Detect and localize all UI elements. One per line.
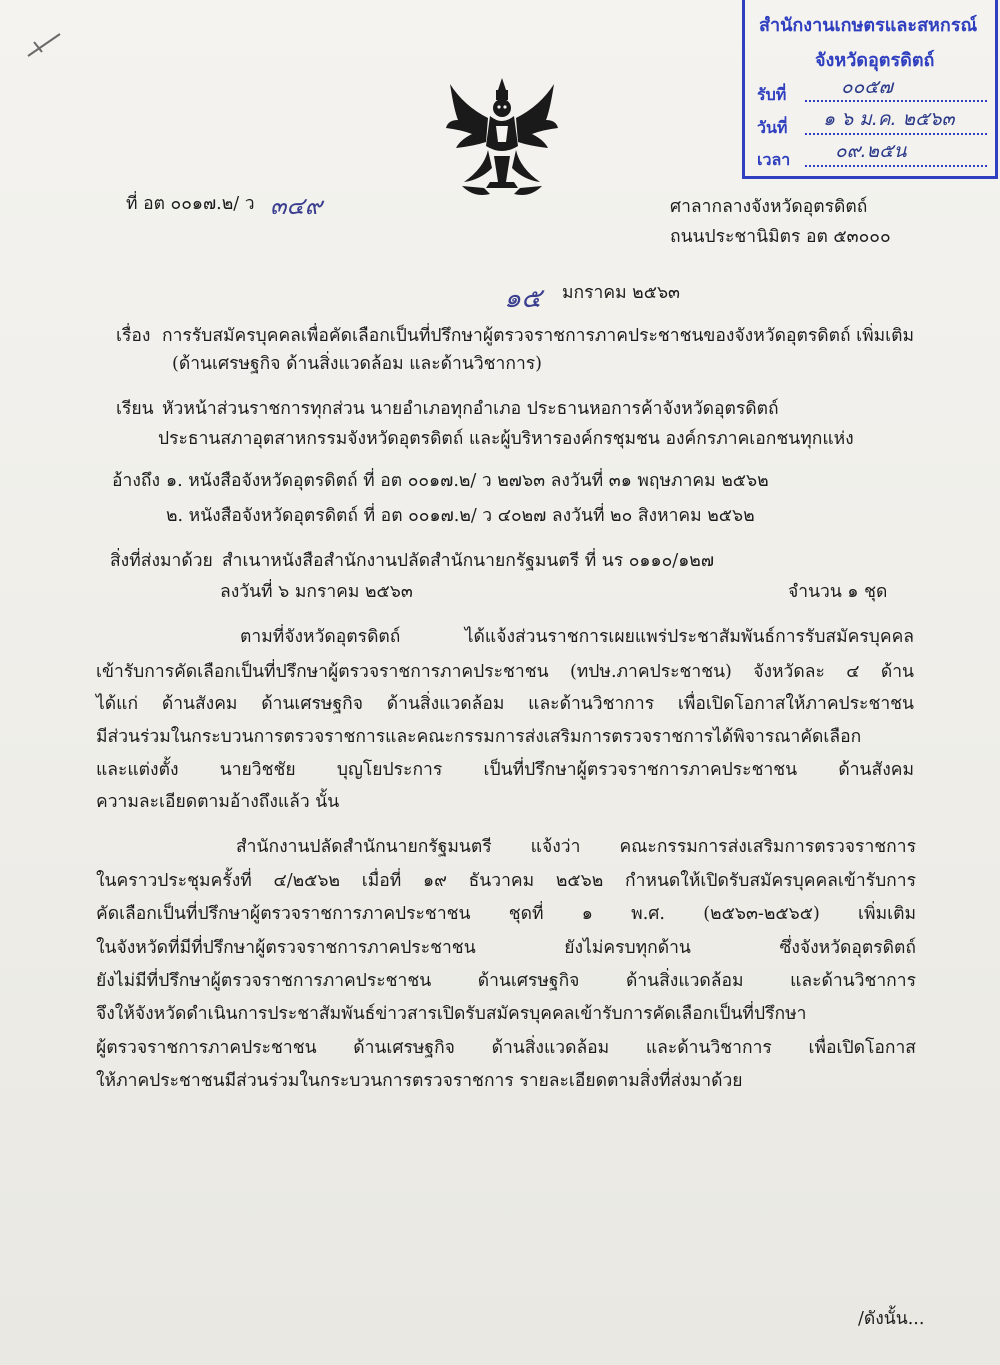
subject-line2: (ด้านเศรษฐกิจ ด้านสิ่งแวดล้อม และด้านวิชาการ) bbox=[172, 354, 542, 374]
stamp-time-label: เวลา bbox=[757, 150, 791, 169]
stamp-received-value: ๐๐๕๗ bbox=[841, 76, 893, 98]
paragraph-1-line: มีส่วนร่วมในกระบวนการตรวจราชการและคณะกรรมการส่งเสริมการตรวจราชการได้พิจารณาคัดเลือก bbox=[96, 727, 862, 747]
subject-label: เรื่อง bbox=[116, 326, 151, 346]
paragraph-1-line: ตามที่จังหวัดอุตรดิตถ์ ได้แจ้งส่วนราชการเผยแพร่ประชาสัมพันธ์การรับสมัครบุคคล bbox=[240, 627, 914, 647]
reference-item-1: ๑. หนังสือจังหวัดอุตรดิตถ์ ที่ อต ๐๐๑๗.๒/ ว ๒๗๖๓ ลงวันที่ ๓๑ พฤษภาคม ๒๕๖๒ bbox=[166, 471, 769, 491]
reference-item-2: ๒. หนังสือจังหวัดอุตรดิตถ์ ที่ อต ๐๐๑๗.๒/ ว ๔๐๒๗ ลงวันที่ ๒๐ สิงหาคม ๒๕๖๒ bbox=[166, 506, 755, 526]
date-day-handwritten: ๑๕ bbox=[504, 283, 542, 314]
paragraph-2-line: จึงให้จังหวัดดำเนินการประชาสัมพันธ์ข่าวสารเปิดรับสมัครบุคคลเข้ารับการคัดเลือกเป็นที่ปรึกษา bbox=[96, 1004, 807, 1024]
paragraph-2-line: ยังไม่มีที่ปรึกษาผู้ตรวจราชการภาคประชาชน ด้านเศรษฐกิจ ด้านสิ่งแวดล้อม และด้านวิชาการ bbox=[96, 971, 916, 991]
pen-mark bbox=[24, 30, 64, 60]
paragraph-2-line: สำนักงานปลัดสำนักนายกรัฐมนตรี แจ้งว่า คณะกรรมการส่งเสริมการตรวจราชการ bbox=[236, 837, 916, 857]
document-number-handwritten: ๓๔๙ bbox=[270, 192, 323, 220]
stamp-date-label: วันที่ bbox=[757, 118, 788, 137]
paragraph-2-line: ในจังหวัดที่มีที่ปรึกษาผู้ตรวจราชการภาคประชาชน ยังไม่ครบทุกด้าน ซึ่งจังหวัดอุตรดิตถ์ bbox=[96, 938, 916, 958]
paragraph-1-line: ได้แก่ ด้านสังคม ด้านเศรษฐกิจ ด้านสิ่งแวดล้อม และด้านวิชาการ เพื่อเปิดโอกาสให้ภาคประชาชน bbox=[96, 694, 914, 714]
paragraph-2-line: ให้ภาคประชาชนมีส่วนร่วมในกระบวนการตรวจราชการ รายละเอียดตามสิ่งที่ส่งมาด้วย bbox=[96, 1071, 743, 1091]
recipient-line1: หัวหน้าส่วนราชการทุกส่วน นายอำเภอทุกอำเภอ ประธานหอการค้าจังหวัดอุตรดิตถ์ bbox=[162, 399, 779, 419]
receipt-stamp bbox=[742, 0, 998, 179]
recipient-line2: ประธานสภาอุตสาหกรรมจังหวัดอุตรดิตถ์ และผู้บริหารองค์กรชุมชน องค์กรภาคเอกชนทุกแห่ง bbox=[158, 429, 854, 449]
document-date: มกราคม ๒๕๖๓ bbox=[562, 283, 681, 303]
sender-address-line2: ถนนประชานิมิตร อต ๕๓๐๐๐ bbox=[670, 227, 891, 247]
stamp-time-value: ๐๙.๒๕น bbox=[835, 140, 907, 162]
paragraph-2-line: คัดเลือกเป็นที่ปรึกษาผู้ตรวจราชการภาคประชาชน ชุดที่ ๑ พ.ศ. (๒๕๖๓-๒๕๖๕) เพิ่มเติม bbox=[96, 904, 916, 924]
document-number: ที่ อต ๐๐๑๗.๒/ ว bbox=[126, 194, 255, 214]
paragraph-2-line: ในคราวประชุมครั้งที่ ๔/๒๕๖๒ เมื่อที่ ๑๙ ธันวาคม ๒๕๖๒ กำหนดให้เปิดรับสมัครบุคคลเข้ารับการ bbox=[96, 871, 916, 891]
enclosure-label: สิ่งที่ส่งมาด้วย bbox=[110, 551, 213, 571]
subject-line1: การรับสมัครบุคคลเพื่อคัดเลือกเป็นที่ปรึกษาผู้ตรวจราชการภาคประชาชนของจังหวัดอุตรดิตถ์ เพิ่มเติม bbox=[162, 326, 915, 346]
reference-label: อ้างถึง bbox=[112, 471, 161, 491]
paragraph-2-line: ผู้ตรวจราชการภาคประชาชน ด้านเศรษฐกิจ ด้านสิ่งแวดล้อม และด้านวิชาการ เพื่อเปิดโอกาส bbox=[96, 1038, 916, 1058]
enclosure-quantity: จำนวน ๑ ชุด bbox=[788, 582, 888, 602]
stamp-org-line1: สำนักงานเกษตรและสหกรณ์ bbox=[759, 15, 978, 36]
enclosure-line2: ลงวันที่ ๖ มกราคม ๒๕๖๓ bbox=[220, 582, 413, 602]
garuda-emblem-icon bbox=[444, 76, 560, 202]
recipient-label: เรียน bbox=[116, 399, 154, 419]
enclosure-line1: สำเนาหนังสือสำนักงานปลัดสำนักนายกรัฐมนตรี ที่ นร ๐๑๑๐/๑๒๗ bbox=[222, 551, 714, 571]
paragraph-1-line: ความละเอียดตามอ้างถึงแล้ว นั้น bbox=[96, 792, 340, 812]
stamp-org-line2: จังหวัดอุตรดิตถ์ bbox=[815, 50, 935, 71]
stamp-date-value: ๑ ๖ ม.ค. ๒๕๖๓ bbox=[823, 108, 955, 130]
sender-address-line1: ศาลากลางจังหวัดอุตรดิตถ์ bbox=[670, 197, 868, 217]
stamp-received-label: รับที่ bbox=[757, 85, 787, 104]
paragraph-1-line: และแต่งตั้ง นายวิชชัย บุญโยประการ เป็นที่ปรึกษาผู้ตรวจราชการภาคประชาชน ด้านสังคม bbox=[96, 760, 914, 780]
paragraph-1-line: เข้ารับการคัดเลือกเป็นที่ปรึกษาผู้ตรวจราชการภาคประชาชน (ทปษ.ภาคประชาชน) จังหวัดละ ๔ ด้าน bbox=[96, 662, 914, 682]
stamp-dotline bbox=[805, 100, 987, 102]
page-continuation: /ดังนั้น... bbox=[858, 1309, 925, 1329]
